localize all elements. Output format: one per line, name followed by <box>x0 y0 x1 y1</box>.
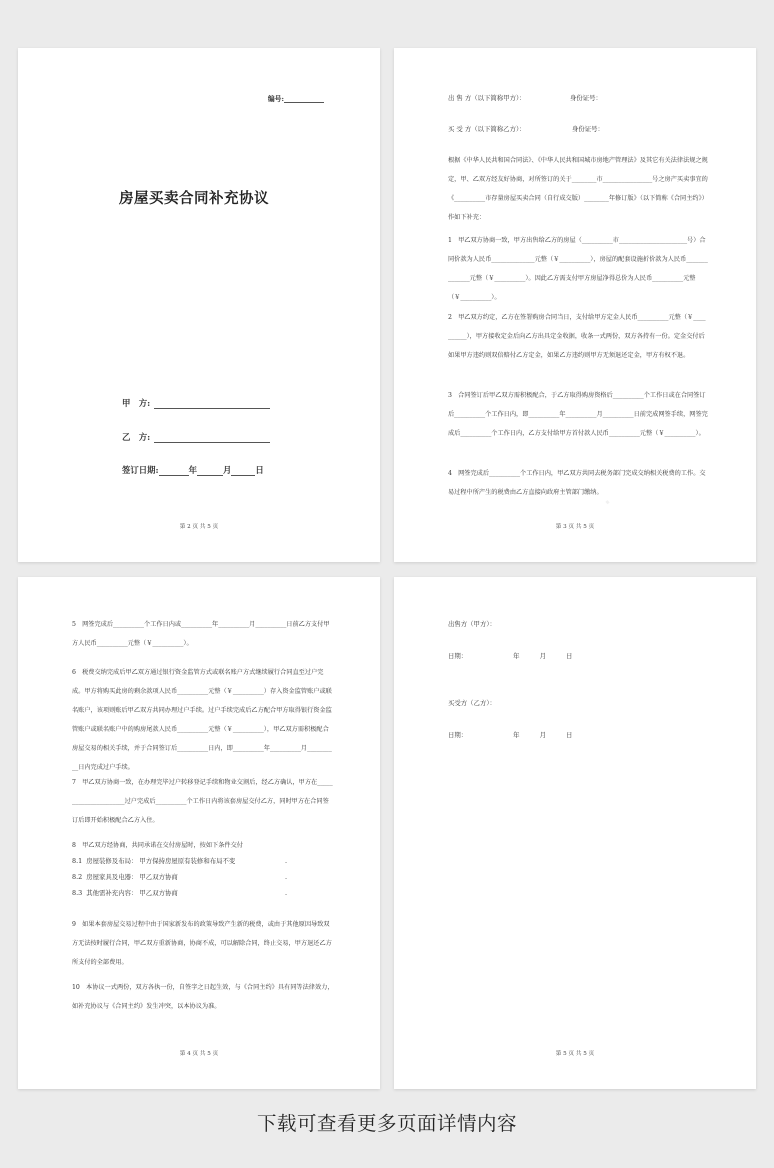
contract-number-label: 编号: <box>267 95 284 103</box>
year-blank <box>159 468 189 476</box>
date-label: 日期： <box>448 731 468 739</box>
contract-number-blank <box>284 95 324 103</box>
item-value: 甲乙双方协商 <box>139 889 178 897</box>
month-label: 月 <box>539 652 546 660</box>
year-label: 年 <box>513 731 520 739</box>
party-a-blank <box>154 401 270 409</box>
day-label: 日 <box>565 652 573 660</box>
item-number: 8.2 <box>72 873 83 881</box>
party-b-blank <box>154 435 270 443</box>
clause-1: 1 甲乙双方协商一致，甲方出售给乙方的房屋（__________市______________________号）合同价款为人民币______________元整（￥__________），房屋的配套设施折价款为人民币______________元整（￥__________）。因此乙方需支付甲方房屋净得总价为人民币__________元整（￥__________）。 <box>448 237 708 301</box>
page-3 <box>394 48 756 562</box>
page-footer: 第 4 页 共 5 页 <box>179 1051 219 1057</box>
clause-2: 2 甲乙双方约定，乙方在签署购房合同当日，支付给甲方定金人民币__________元整（￥__________），甲方接收定金后向乙方出具定金收据，收条一式两份，双方各持有一份。定金交付后如果甲方违约则双倍赔付乙方定金，如果乙方违约则甲方无须退还定金，甲方有权不退。 <box>448 314 706 359</box>
item-value: 甲乙双方协商 <box>139 873 178 881</box>
clause-7: 7 甲乙双方协商一致，在办理完毕过户转移登记手续和物业交割后，经乙方确认，甲方在______________________过户完成后__________个工作日内将该套房屋交付乙方，同时甲方在合同签订后即开始积极配合乙方入住。 <box>72 779 333 824</box>
month-blank <box>197 468 223 476</box>
day-blank <box>231 468 255 476</box>
sign-date-line <box>122 464 264 476</box>
date-label: 日期： <box>448 652 468 660</box>
item-number: 8.3 <box>72 889 83 897</box>
seller-line: 出 售 方（以下简称甲方）： <box>448 94 526 102</box>
item-label: 其他需补充内容： <box>86 889 138 897</box>
party-b-line <box>122 431 270 443</box>
party-b-label: 乙 方: <box>122 432 151 442</box>
clause-5: 5 网签完成后__________个工作日内或__________年__________月__________日前乙方支付甲方人民币__________元整（￥__________）。 <box>72 621 330 647</box>
page-footer: 第 3 页 共 5 页 <box>555 524 595 530</box>
clause-3: 3 合同签订后甲乙双方需积极配合，于乙方取得购房资格后__________个工作日或在合同签订后__________个工作日内，即__________年__________月__________日前完成网签手续，网签完成后__________个工作日内，乙方支付给甲方首付款人民币__________元整（￥__________）。 <box>448 392 708 437</box>
buyer-date-line <box>448 732 572 738</box>
dot: . <box>285 873 288 881</box>
item-value: 甲方保持房屋原有装修和布局不变 <box>139 857 236 865</box>
year-label: 年 <box>188 465 197 475</box>
clause-8-heading: 8 甲乙双方经协商，共同承诺在交付房屋时，按如下条件交付 <box>72 842 243 849</box>
page-cover <box>18 48 380 562</box>
day-label: 日 <box>565 731 573 739</box>
contract-number <box>268 93 324 103</box>
month-label: 月 <box>539 731 546 739</box>
buyer-line: 买 受 方（以下简称乙方）： <box>448 125 526 133</box>
page-footer: 第 2 页 共 5 页 <box>179 524 219 530</box>
download-caption: 下载可查看更多页面详情内容 <box>256 1112 517 1135</box>
clause-8-2 <box>72 874 178 880</box>
clause-4: 4 网签完成后__________个工作日内，甲乙双方共同去税务部门完成交纳相关税费的工作。交易过程中所产生的税费由乙方直接向政府主管部门缴纳。 <box>448 470 706 496</box>
item-label: 房屋装修及布局： <box>86 857 138 865</box>
document-title: 房屋买卖合同补充协议 <box>119 191 269 207</box>
party-a-label: 甲 方: <box>122 398 151 408</box>
watermark: · <box>595 488 621 518</box>
dot: . <box>285 857 288 865</box>
clause-10: 10 本协议一式两份，双方各执一份，自签字之日起生效，与《合同主约》具有同等法律效力，如补充协议与《合同主约》发生冲突，以本协议为准。 <box>72 984 334 1010</box>
sign-date-label: 签订日期: <box>122 465 159 475</box>
page-5 <box>394 577 756 1089</box>
page-4 <box>18 577 380 1089</box>
item-number: 8.1 <box>72 857 83 865</box>
month-label: 月 <box>222 465 232 475</box>
party-a-line <box>122 397 270 409</box>
day-label: 日 <box>255 465 264 475</box>
seller-date-line <box>448 653 572 659</box>
intro-paragraph: 根据《中华人民共和国合同法》、《中华人民共和国城市房地产管理法》及其它有关法律法规之规定，甲、乙双方经友好协商，对所签订的关于________市________________号之房产买卖事宜的《__________市存量房屋买卖合同（自行成交版）________年修订版》（以下简称《合同主约》）作如下补充： <box>448 157 708 221</box>
seller-id-label: 身份证号： <box>570 94 602 102</box>
dot: . <box>285 889 288 897</box>
clause-6: 6 税费交纳完成后甲乙双方通过银行资金监管方式或联名账户方式继续履行合同直至过户完成。甲方将购买此房的剩余款项人民币__________元整（￥__________）存入资金监管账户或联名账户，该项则账后甲乙双方共同办理过户手续。过户手续完成后乙方配合甲方取得银行资金监管账户或联名账户中的购房尾款人民币__________元整（￥__________），甲乙双方需积极配合房屋交易的相关手续，并于合同签订后__________日内，即__________年__________月__________日内完成过户手续。 <box>72 669 332 771</box>
page-footer: 第 5 页 共 5 页 <box>555 1051 595 1057</box>
clause-9: 9 如果本套房屋交易过程中由于国家新发布的政策导致产生新的税费，或由于其他原因导致双方无法按时履行合同，甲乙双方重新协商，协商不成，可以解除合同，终止交易，甲方退还乙方所支付的全部费用。 <box>72 921 332 966</box>
seller-signature-label: 出售方（甲方）： <box>448 620 496 628</box>
clause-8-1 <box>72 858 235 864</box>
year-label: 年 <box>513 652 520 660</box>
buyer-id-label: 身份证号： <box>572 125 604 133</box>
clause-8-3 <box>72 890 178 896</box>
buyer-signature-label: 买受方（乙方）： <box>448 699 496 707</box>
item-label: 房屋家具及电器： <box>86 873 138 881</box>
